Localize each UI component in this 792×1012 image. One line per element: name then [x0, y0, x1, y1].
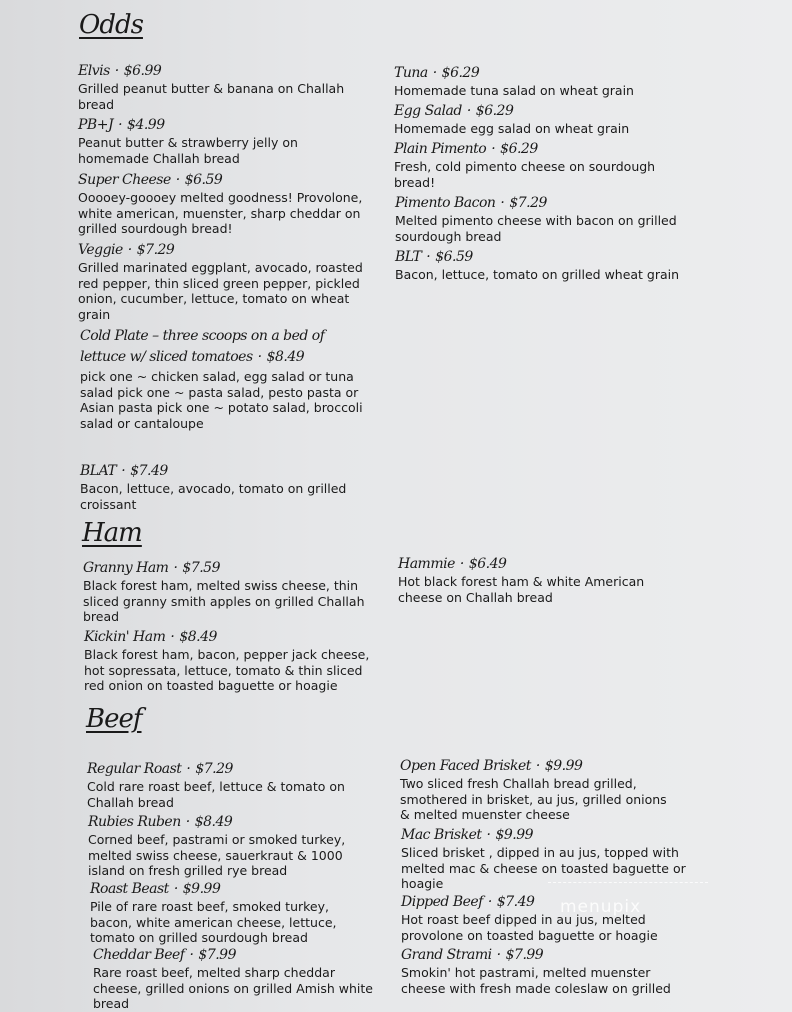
item-description: Pile of rare roast beef, smoked turkey, bacon, white american cheese, lettuce, tomato on grilled sourdough bread [90, 899, 337, 945]
menu-item-pimento-bacon: Pimento Bacon · $7.29 Melted pimento cheese with bacon on grilled sourdough bread [395, 194, 685, 244]
item-name: Dipped Beef [401, 894, 483, 910]
menu-item-roast-beast: Roast Beast · $9.99 Pile of rare roast beef, smoked turkey, bacon, white american cheese, lettuce, tomato on grilled sourdough bread [90, 880, 362, 946]
item-price: $9.99 [182, 881, 221, 897]
item-price: $8.49 [266, 349, 305, 365]
item-price: $8.49 [194, 814, 233, 830]
menu-item-rubies-ruben: Rubies Ruben · $8.49 Corned beef, pastrami or smoked turkey, melted swiss cheese, sauerkraut & 1000 island on fresh grilled rye bread [88, 813, 358, 879]
menu-item-veggie: Veggie · $7.29 Grilled marinated eggplant, avocado, roasted red pepper, thin sliced green pepper, pickled onion, cucumber, lettuce, tomato on wheat grain [78, 241, 368, 322]
item-name: Veggie [78, 242, 123, 258]
item-price: $7.49 [496, 894, 535, 910]
item-name: Pimento Bacon [395, 195, 496, 211]
menu-item-cheddar-beef: Cheddar Beef · $7.99 Rare roast beef, melted sharp cheddar cheese, grilled onions on grilled Amish white bread [93, 946, 378, 1012]
item-description: Hot black forest ham & white American cheese on Challah bread [398, 574, 645, 605]
watermark-logo: menupix [560, 897, 642, 917]
item-name: Super Cheese [78, 172, 171, 188]
item-price: $9.99 [495, 827, 534, 843]
item-price: $6.29 [475, 103, 514, 119]
item-price: $9.99 [544, 758, 583, 774]
item-description: Fresh, cold pimento cheese on sourdough bread! [394, 159, 656, 190]
item-description: Sliced brisket , dipped in au jus, topped with melted mac & cheese on toasted baguette or hoagie [401, 845, 686, 891]
menu-item-elvis: Elvis · $6.99 Grilled peanut butter & banana on Challah bread [78, 62, 368, 112]
item-description: Grilled marinated eggplant, avocado, roasted red pepper, thin sliced green pepper, pickled onion, cucumber, lettuce, tomato on wheat grain [78, 260, 363, 322]
item-name: Grand Strami [401, 947, 492, 963]
item-name: Tuna [394, 65, 428, 81]
item-price: $6.59 [184, 172, 223, 188]
item-price: $6.59 [435, 249, 473, 265]
item-name: Kickin' Ham [84, 629, 166, 645]
item-price: $7.29 [136, 242, 175, 258]
item-name: BLAT [80, 463, 117, 479]
item-description: Rare roast beef, melted sharp cheddar cheese, grilled onions on grilled Amish white bread [93, 965, 373, 1011]
item-description: Cold rare roast beef, lettuce & tomato on Challah bread [87, 779, 345, 810]
item-description: Homemade egg salad on wheat grain [394, 121, 630, 136]
item-description: Bacon, lettuce, avocado, tomato on grilled croissant [80, 481, 347, 512]
item-name: Hammie [398, 556, 455, 572]
menu-item-open-faced-brisket: Open Faced Brisket · $9.99 Two sliced fresh Challah bread grilled, smothered in brisket, au jus, grilled onions & melted muenster cheese [400, 757, 680, 823]
item-price: $7.29 [195, 761, 233, 777]
item-description: Smokin' hot pastrami, melted muenster cheese with fresh made coleslaw on grilled [401, 965, 671, 996]
item-description: Two sliced fresh Challah bread grilled, smothered in brisket, au jus, grilled onions & melted muenster cheese [400, 776, 667, 822]
item-name: Rubies Ruben [88, 814, 181, 830]
menu-item-kickin-ham: Kickin' Ham · $8.49 Black forest ham, bacon, pepper jack cheese, hot sopressata, lettuce, tomato & thin sliced red onion on toasted baguette or hoagie [84, 628, 374, 694]
item-description: pick one ~ chicken salad, egg salad or tuna salad pick one ~ pasta salad, pesto pasta or Asian pasta pick one ~ potato salad, broccoli salad or cantaloupe [80, 369, 363, 431]
item-description: Homemade tuna salad on wheat grain [394, 83, 634, 98]
item-price: $6.99 [123, 63, 162, 79]
menu-item-mac-brisket: Mac Brisket · $9.99 Sliced brisket , dipped in au jus, topped with melted mac & cheese on toasted baguette or hoagie [401, 827, 686, 891]
item-description: Peanut butter & strawberry jelly on homemade Challah bread [78, 135, 298, 166]
item-name: Granny Ham [83, 560, 169, 576]
menu-item-granny-ham: Granny Ham · $7.59 Black forest ham, melted swiss cheese, thin sliced granny smith apples on grilled Challah bread [83, 559, 373, 625]
menu-item-plain-pimento: Plain Pimento · $6.29 Fresh, cold pimento cheese on sourdough bread! [394, 140, 674, 190]
item-description: Melted pimento cheese with bacon on grilled sourdough bread [395, 213, 677, 244]
item-name: Plain Pimento [394, 141, 487, 157]
item-price: $7.99 [198, 947, 237, 963]
item-name: Cold Plate – three scoops on a bed of lettuce w/ sliced tomatoes [80, 328, 325, 365]
item-price: $7.29 [509, 195, 547, 211]
menu-item-blt: BLT · $6.59 Bacon, lettuce, tomato on grilled wheat grain [395, 248, 695, 283]
item-name: PB+J [78, 117, 114, 133]
section-title-ham: Ham [82, 518, 142, 548]
item-price: $6.29 [500, 141, 538, 157]
section-title-odds: Odds [79, 10, 143, 40]
item-name: Open Faced Brisket [400, 758, 531, 774]
menu-item-hammie: Hammie · $6.49 Hot black forest ham & white American cheese on Challah bread [398, 555, 658, 605]
item-price: $6.29 [441, 65, 480, 81]
item-price: $7.99 [505, 947, 544, 963]
menu-item-egg-salad: Egg Salad · $6.29 Homemade egg salad on wheat grain [394, 102, 684, 137]
item-description: Ooooey-goooey melted goodness! Provolone, white american, muenster, sharp cheddar on grilled sourdough bread! [78, 190, 363, 236]
item-description: Grilled peanut butter & banana on Challah bread [78, 81, 345, 112]
item-name: Mac Brisket [401, 827, 482, 843]
item-name: Egg Salad [394, 103, 462, 119]
menu-item-pbj: PB+J · $4.99 Peanut butter & strawberry jelly on homemade Challah bread [78, 116, 368, 166]
item-name: Elvis [78, 63, 110, 79]
item-description: Corned beef, pastrami or smoked turkey, melted swiss cheese, sauerkraut & 1000 island on fresh grilled rye bread [88, 832, 346, 878]
menu-item-tuna: Tuna · $6.29 Homemade tuna salad on wheat grain [394, 64, 684, 99]
menu-item-dipped-beef: Dipped Beef · $7.49 Hot roast beef dipped in au jus, melted provolone on toasted baguette or hoagie [401, 893, 671, 943]
menu-item-super-cheese: Super Cheese · $6.59 Ooooey-goooey melted goodness! Provolone, white american, muenster, sharp cheddar on grilled sourdough bread! [78, 171, 368, 237]
menu-item-grand-strami: Grand Strami · $7.99 Smokin' hot pastrami, melted muenster cheese with fresh made coleslaw on grilled [401, 946, 681, 996]
item-description: Bacon, lettuce, tomato on grilled wheat grain [395, 267, 680, 282]
watermark-divider [548, 882, 708, 883]
menu-item-cold-plate: Cold Plate – three scoops on a bed of lettuce w/ sliced tomatoes · $8.49 pick one ~ chicken salad, egg salad or tuna salad pick one ~ pasta salad, pesto pasta or Asian pasta pick one ~ potato salad, broccoli salad or cantaloupe [80, 326, 366, 431]
item-name: Regular Roast [87, 761, 182, 777]
item-name: Cheddar Beef [93, 947, 185, 963]
item-price: $8.49 [179, 629, 217, 645]
item-description: Black forest ham, melted swiss cheese, thin sliced granny smith apples on grilled Challah bread [83, 578, 365, 624]
item-price: $7.49 [130, 463, 168, 479]
item-price: $6.49 [468, 556, 507, 572]
item-name: BLT [395, 249, 422, 265]
menu-item-blat: BLAT · $7.49 Bacon, lettuce, avocado, tomato on grilled croissant [80, 462, 370, 512]
item-price: $7.59 [182, 560, 220, 576]
item-description: Hot roast beef dipped in au jus, melted provolone on toasted baguette or hoagie [401, 912, 658, 943]
section-title-beef: Beef [86, 704, 142, 734]
item-price: $4.99 [127, 117, 165, 133]
item-name: Roast Beast [90, 881, 169, 897]
menu-item-regular-roast: Regular Roast · $7.29 Cold rare roast beef, lettuce & tomato on Challah bread [87, 760, 357, 810]
item-description: Black forest ham, bacon, pepper jack cheese, hot sopressata, lettuce, tomato & thin sliced red onion on toasted baguette or hoagie [84, 647, 370, 693]
